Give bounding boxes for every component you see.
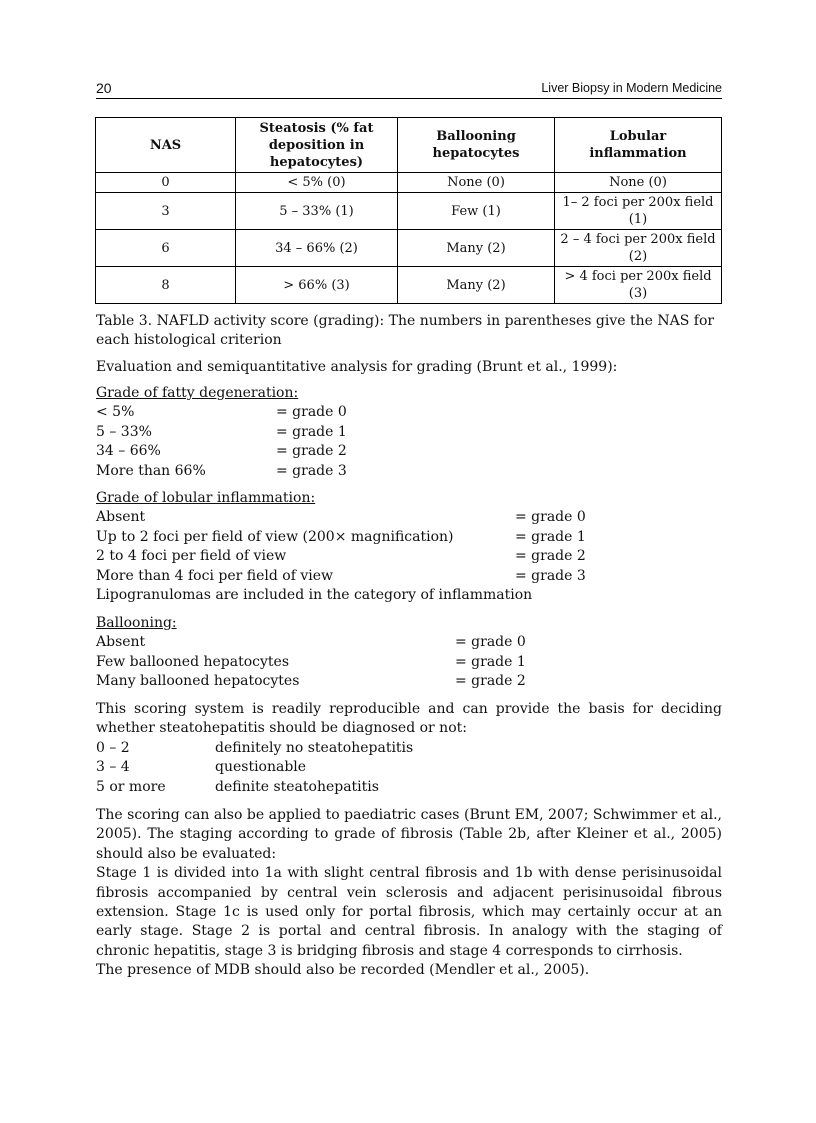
list-item: Absent = grade 0 (96, 634, 526, 651)
list-item: 2 to 4 foci per field of view = grade 2 (96, 548, 586, 565)
scoring-intro: This scoring system is readily reproducible and can provide the basis for deciding whether steatohepatitis should be diagnosed or not: (96, 701, 722, 737)
lipogranuloma-note: Lipogranulomas are included in the category of inflammation (96, 586, 533, 603)
table-cell: 6 (96, 230, 236, 267)
paragraph: Stage 1 is divided into 1a with slight central fibrosis and 1b with dense perisinusoidal fibrosis accompanied by central vein sclerosis and adjacent perisinusoidal fibrous extension. Stage 1c is used only for portal fibrosis, which may certainly occur at an early stage. Stage 2 is portal and central fibrosis. In analogy with the staging of chronic hepatitis, stage 3 is bridging fibrosis and stage 4 corresponds to cirrhosis. (96, 865, 722, 959)
table-cell: Few (1) (398, 193, 555, 230)
table-row (96, 193, 722, 230)
list-item: Many ballooned hepatocytes = grade 2 (96, 673, 526, 690)
table-cell: 0 (96, 173, 236, 193)
table-header-row (96, 118, 722, 173)
table-row (96, 267, 722, 304)
paragraph: The scoring can also be applied to paediatric cases (Brunt EM, 2007; Schwimmer et al., 2005). The staging according to grade of fibrosis (Table 2b, after Kleiner et al., 2005) should also be evaluated: (96, 807, 722, 862)
page-header (96, 78, 722, 99)
table-header-cell: NAS (96, 118, 236, 173)
list-item: < 5% = grade 0 (96, 404, 347, 421)
list-item: Few ballooned hepatocytes = grade 1 (96, 653, 526, 670)
grading-intro: Evaluation and semiquantitative analysis for grading (Brunt et al., 1999): (96, 359, 618, 375)
table-cell: > 4 foci per 200x field (3) (555, 267, 722, 304)
page-number: 20 (96, 80, 112, 96)
scoring-section (96, 700, 722, 797)
table-header-cell: Lobular inflammation (555, 118, 722, 173)
staging-section (96, 806, 722, 981)
list-item: 34 – 66% = grade 2 (96, 443, 347, 460)
section-heading: Ballooning: (96, 615, 177, 631)
table-row (96, 230, 722, 267)
ballooning-section (96, 614, 722, 692)
list-item: Absent = grade 0 (96, 509, 586, 526)
nas-table (95, 117, 722, 304)
list-item: 5 or more definite steatohepatitis (96, 778, 379, 795)
table-header-cell: Steatosis (% fat deposition in hepatocytes) (236, 118, 398, 173)
table-cell: < 5% (0) (236, 173, 398, 193)
table-cell: 34 – 66% (2) (236, 230, 398, 267)
table-header-cell: Ballooning hepatocytes (398, 118, 555, 173)
list-item: Up to 2 foci per field of view (200× magnification) = grade 1 (96, 528, 586, 545)
table-row (96, 173, 722, 193)
table-cell: Many (2) (398, 230, 555, 267)
list-item: 0 – 2 definitely no steatohepatitis (96, 739, 414, 756)
table-cell: 3 (96, 193, 236, 230)
table-cell: 8 (96, 267, 236, 304)
table-cell: 1– 2 foci per 200x field (1) (555, 193, 722, 230)
list-item: 3 – 4 questionable (96, 759, 307, 776)
table-cell: 5 – 33% (1) (236, 193, 398, 230)
section-heading: Grade of lobular inflammation: (96, 490, 316, 506)
paragraph: The presence of MDB should also be recorded (Mendler et al., 2005). (96, 962, 590, 979)
list-item: 5 – 33% = grade 1 (96, 423, 347, 440)
lobular-inflammation-section (96, 489, 722, 605)
table-cell: > 66% (3) (236, 267, 398, 304)
fatty-degeneration-section (96, 384, 722, 481)
table-cell: None (0) (398, 173, 555, 193)
table-cell: Many (2) (398, 267, 555, 304)
table-cell: 2 – 4 foci per 200x field (2) (555, 230, 722, 267)
list-item: More than 66% = grade 3 (96, 462, 347, 479)
table-cell: None (0) (555, 173, 722, 193)
section-heading: Grade of fatty degeneration: (96, 385, 299, 401)
running-title: Liver Biopsy in Modern Medicine (541, 81, 722, 95)
table-caption: Table 3. NAFLD activity score (grading): The numbers in parentheses give the NAS for each histological criterion (96, 313, 715, 349)
list-item: More than 4 foci per field of view = grade 3 (96, 567, 586, 584)
